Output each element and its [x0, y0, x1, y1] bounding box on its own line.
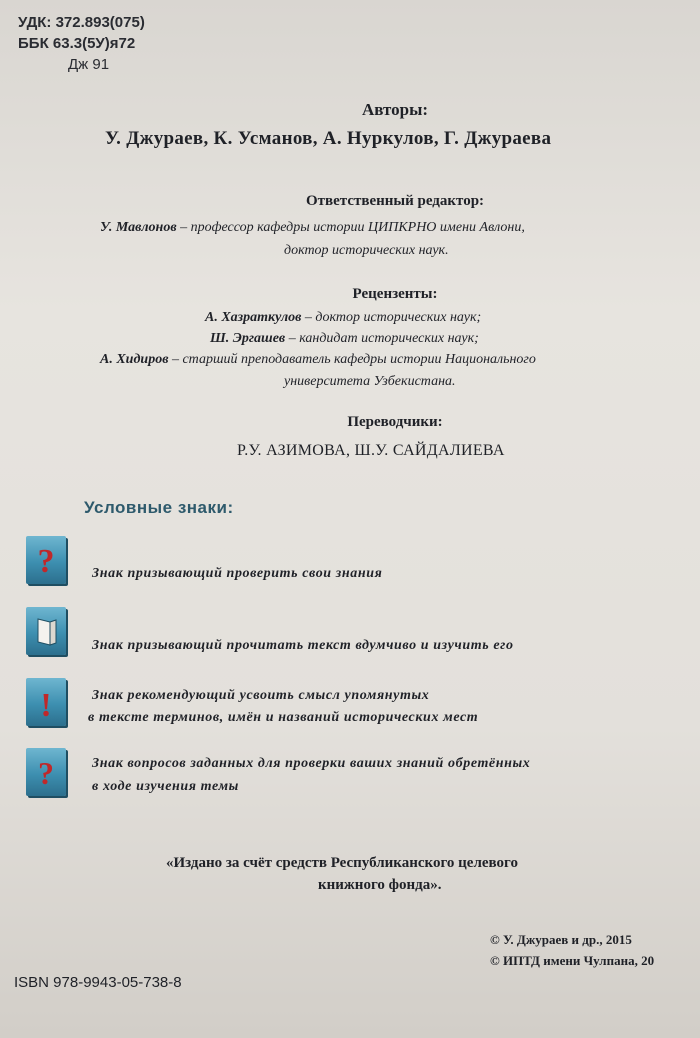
- svg-text:?: ?: [38, 755, 54, 791]
- legend-title: Условные знаки:: [84, 498, 234, 517]
- isbn: ISBN 978-9943-05-738-8: [14, 974, 182, 991]
- question-mark-icon: [26, 536, 66, 584]
- exclamation-mark-icon: [26, 678, 66, 726]
- translators-heading: Переводчики:: [347, 414, 443, 430]
- reviewer-2-title: – кандидат исторических наук;: [285, 331, 479, 346]
- editor-name: У. Мавлонов: [100, 220, 177, 235]
- reviewer-1: [205, 310, 481, 326]
- reviewer-3-name: А. Хидиров: [100, 352, 169, 367]
- authors-heading: Авторы:: [361, 100, 429, 119]
- udk-code: УДК: 372.893(075): [18, 14, 145, 31]
- legend-item-3-text-2: в тексте терминов, имён и названий исторических мест: [88, 710, 479, 725]
- editor-line-1: [100, 220, 525, 236]
- svg-text:!: !: [40, 687, 52, 724]
- author-sign: Дж 91: [68, 56, 110, 73]
- svg-text:?: ?: [37, 543, 55, 580]
- editor-line-2: доктор исторических наук.: [284, 243, 449, 258]
- editor-title: – профессор кафедры истории ЦИПКРНО имени Авлони,: [176, 220, 525, 235]
- reviewer-1-title: – доктор исторических наук;: [301, 310, 482, 325]
- funding-line-1: «Издано за счёт средств Республиканского целевого: [166, 855, 518, 871]
- reviewer-3: [100, 352, 536, 368]
- question-exclamation-icon: [26, 748, 66, 796]
- book-icon: [26, 607, 66, 655]
- legend-item-4-text-2: в ходе изучения темы: [92, 779, 239, 794]
- funding-line-2: книжного фонда».: [318, 877, 442, 893]
- editor-heading: Ответственный редактор:: [305, 193, 485, 209]
- legend-item-2-text: Знак призывающий прочитать текст вдумчиво и изучить его: [92, 638, 514, 653]
- translators-names: Р.У. АЗИМОВА, Ш.У. САЙДАЛИЕВА: [237, 442, 505, 459]
- authors-names: У. Джураев, К. Усманов, А. Нуркулов, Г. Джураева: [105, 128, 552, 149]
- legend-item-1-text: Знак призывающий проверить свои знания: [92, 566, 383, 581]
- reviewers-heading: Рецензенты:: [352, 286, 438, 302]
- copyright-publisher: © ИПТД имени Чулпана, 20: [490, 953, 655, 968]
- copyright-authors: © У. Джураев и др., 2015: [490, 932, 632, 947]
- legend-item-4-text-1: Знак вопросов заданных для проверки ваших знаний обретённых: [92, 756, 531, 771]
- reviewer-3-line-2: университета Узбекистана.: [284, 374, 456, 389]
- reviewer-2: [210, 331, 479, 347]
- reviewer-2-name: Ш. Эргашев: [210, 331, 286, 346]
- reviewer-1-name: А. Хазраткулов: [205, 310, 302, 325]
- bbk-code: ББК 63.3(5У)я72: [18, 35, 136, 52]
- reviewer-3-title: – старший преподаватель кафедры истории Национального: [168, 352, 536, 367]
- legend-item-3-text-1: Знак рекомендующий усвоить смысл упомянутых: [92, 688, 430, 703]
